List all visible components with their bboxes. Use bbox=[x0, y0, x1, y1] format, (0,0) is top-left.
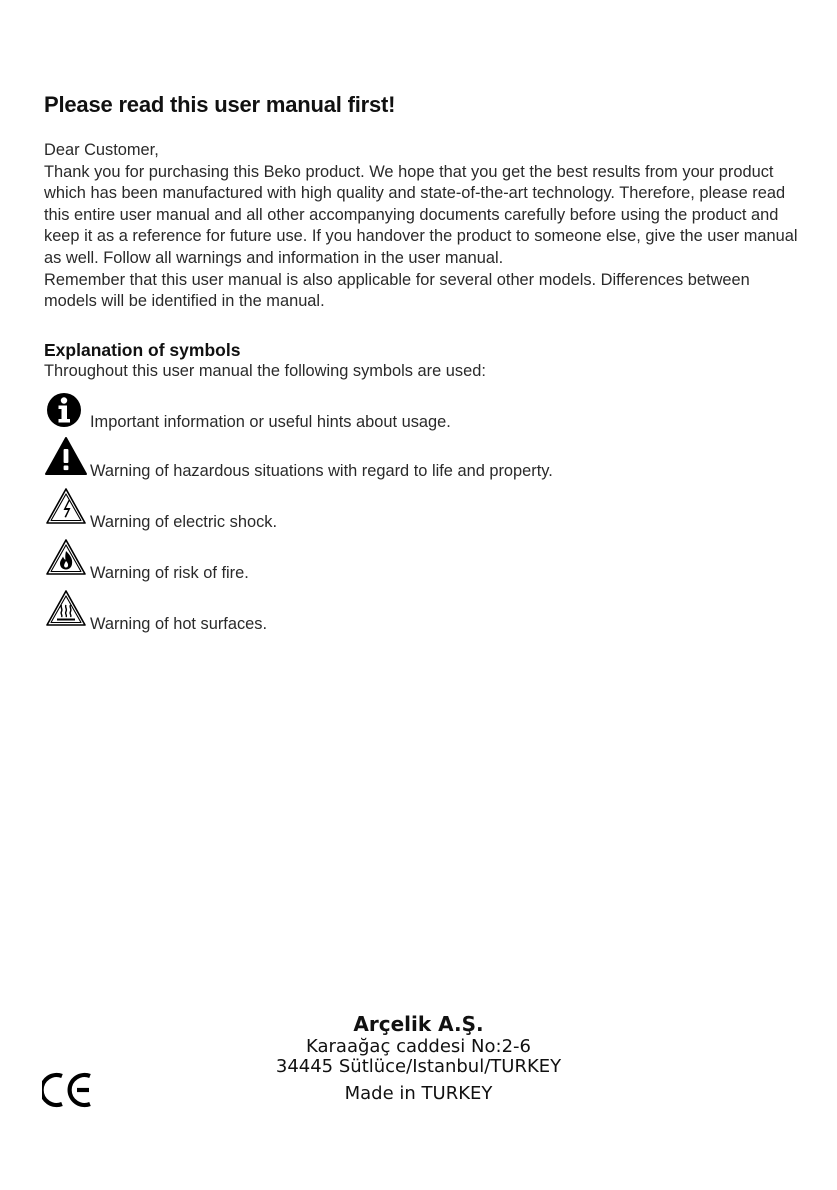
symbol-label: Warning of hazardous situations with regard to life and property. bbox=[90, 462, 553, 480]
symbol-label: Warning of electric shock. bbox=[90, 513, 278, 531]
ce-mark-icon bbox=[42, 1070, 96, 1110]
symbol-label: Warning of risk of fire. bbox=[90, 564, 249, 582]
paragraph-models: Remember that this user manual is also applicable for several other models. Differences between models will be identified in the manual. bbox=[44, 270, 750, 311]
symbol-row-fire bbox=[44, 537, 744, 583]
hot-surface-icon bbox=[44, 588, 88, 628]
symbol-label: Warning of hot surfaces. bbox=[90, 615, 268, 633]
paragraph-thanks: Thank you for purchasing this Beko product. We hope that you get the best results from your product which has been manufactured with high quality and state-of-the-art technology. Therefore, please read this entire user manual and all other accompanying documents carefully before using the product and keep it as a reference for future use. If you handover the product to someone else, give the user manual as well. Follow all warnings and information in the user manual. bbox=[44, 162, 798, 267]
warning-icon bbox=[44, 436, 88, 476]
fire-risk-icon bbox=[44, 537, 88, 577]
symbol-label: Important information or useful hints about usage. bbox=[90, 413, 451, 431]
intro-text bbox=[44, 140, 804, 313]
symbols-heading: Explanation of symbols bbox=[44, 340, 241, 360]
symbol-row-warning bbox=[44, 436, 744, 482]
company-name: Arçelik A.Ş. bbox=[353, 1012, 484, 1036]
origin-label: Made in TURKEY bbox=[344, 1083, 493, 1104]
symbol-row-electric bbox=[44, 486, 744, 532]
symbol-row-info bbox=[44, 392, 744, 436]
address-street: Karaağaç caddesi No:2-6 bbox=[306, 1036, 531, 1057]
symbol-row-hot-surface bbox=[44, 588, 744, 634]
page-title: Please read this user manual first! bbox=[44, 92, 396, 117]
address-city: 34445 Sütlüce/Istanbul/TURKEY bbox=[275, 1056, 562, 1077]
greeting: Dear Customer, bbox=[44, 141, 159, 159]
symbols-intro: Throughout this user manual the following symbols are used: bbox=[44, 362, 486, 380]
info-icon bbox=[44, 392, 88, 432]
electric-shock-icon bbox=[44, 486, 88, 526]
